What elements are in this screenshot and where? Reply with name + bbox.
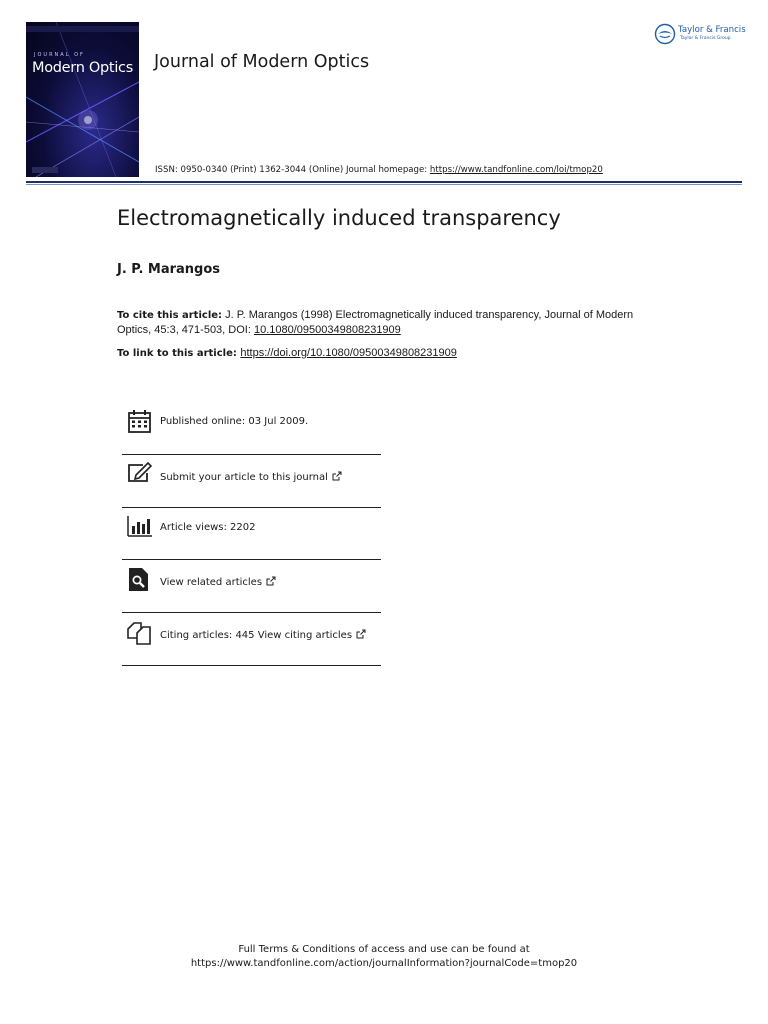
- article-title: Electromagnetically induced transparency: [117, 206, 561, 230]
- related-articles-row[interactable]: [122, 561, 381, 613]
- citing-documents-icon: [127, 620, 153, 646]
- header-divider: [26, 181, 742, 183]
- row-divider: [122, 454, 381, 455]
- external-link-icon: [332, 471, 342, 481]
- row-divider: [122, 559, 381, 560]
- article-author: J. P. Marangos: [117, 262, 221, 277]
- article-views-row: [122, 508, 381, 560]
- citing-articles-label: Citing articles: 445 View citing articles: [160, 630, 353, 641]
- taylor-francis-logo-icon: [654, 22, 678, 46]
- header-divider-thin: [26, 184, 742, 185]
- publisher-subtitle: Taylor & Francis Group: [680, 36, 731, 41]
- calendar-icon: [127, 409, 153, 435]
- row-divider: [122, 612, 381, 613]
- external-link-icon: [266, 576, 276, 586]
- journal-cover-image: [26, 22, 139, 177]
- issn-line: [155, 165, 603, 175]
- related-articles-link[interactable]: [160, 576, 276, 588]
- journal-homepage-link[interactable]: https://www.tandfonline.com/loi/tmop20: [429, 165, 603, 175]
- submit-article-link[interactable]: [160, 471, 342, 483]
- submit-article-row[interactable]: [122, 456, 381, 508]
- cover-journal-of-text: JOURNAL OF: [34, 52, 85, 58]
- related-articles-label: View related articles: [160, 577, 263, 588]
- article-link-block: [117, 347, 457, 359]
- cover-title: Modern Optics: [32, 60, 133, 76]
- row-divider: [122, 665, 381, 666]
- citing-articles-link[interactable]: [160, 629, 366, 641]
- terms-footer: [0, 943, 768, 971]
- citing-articles-row[interactable]: [122, 614, 381, 666]
- link-label: To link to this article:: [117, 348, 241, 359]
- document-search-icon: [127, 567, 153, 593]
- issn-text: ISSN: 0950-0340 (Print) 1362-3044 (Online) Journal homepage:: [155, 165, 430, 175]
- citation-block: [117, 308, 657, 337]
- publisher-name: Taylor & Francis: [678, 25, 746, 35]
- edit-pencil-icon: [127, 461, 153, 487]
- terms-footer-url[interactable]: https://www.tandfonline.com/action/journalInformation?journalCode=tmop20: [190, 958, 578, 969]
- doi-link[interactable]: 10.1080/09500349808231909: [253, 324, 401, 336]
- journal-title: Journal of Modern Optics: [154, 52, 370, 72]
- external-link-icon: [356, 629, 366, 639]
- published-online-row: [122, 403, 381, 455]
- cite-text: J. P. Marangos (1998) Electromagnetically induced transparency, Journal of Modern Optics, 45:3, 471-503, DOI:: [117, 309, 634, 336]
- published-online-label: Published online: 03 Jul 2009.: [160, 416, 309, 427]
- cover-light-beams: [26, 22, 139, 177]
- terms-footer-line1: Full Terms & Conditions of access and use can be found at: [238, 944, 530, 955]
- submit-article-label: Submit your article to this journal: [160, 472, 328, 483]
- bar-chart-icon: [127, 514, 153, 540]
- article-views-label: Article views: 2202: [160, 522, 256, 533]
- cite-label: To cite this article:: [117, 310, 223, 321]
- article-doi-url-link[interactable]: https://doi.org/10.1080/09500349808231909: [240, 347, 457, 359]
